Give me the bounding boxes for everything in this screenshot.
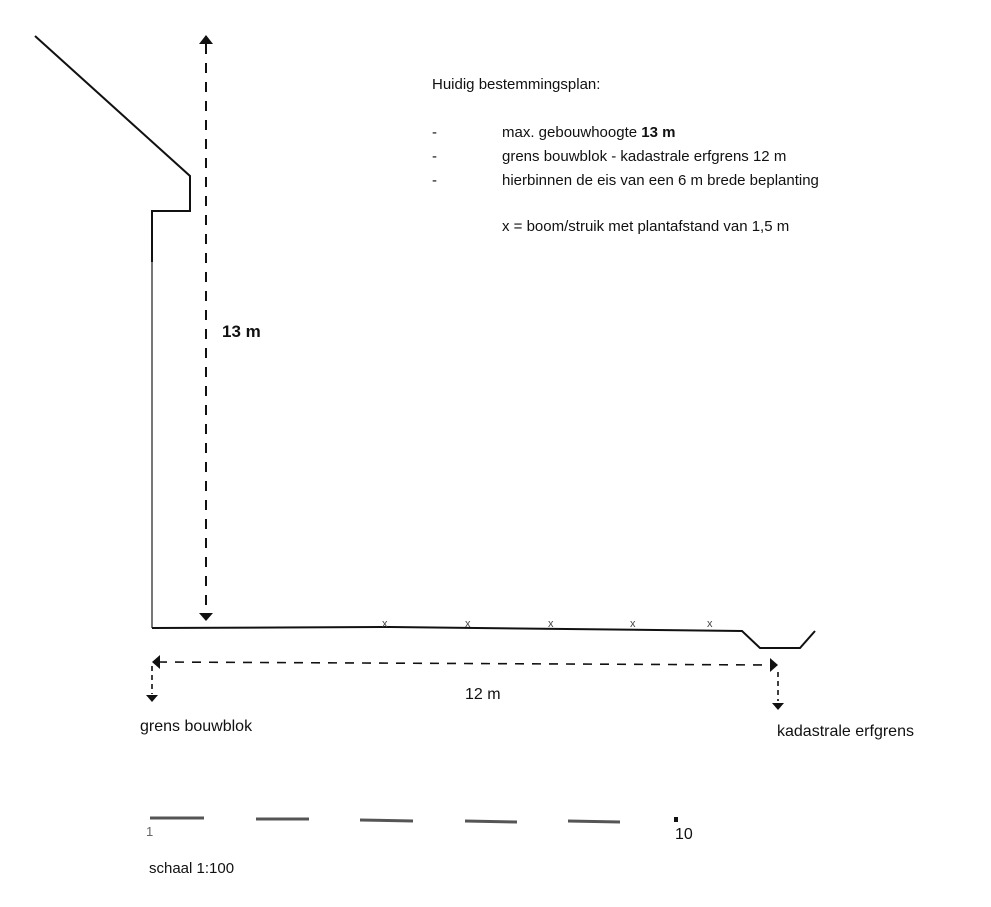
legend-item-label: max. gebouwhoogte	[502, 124, 638, 141]
plant-marker: x	[707, 618, 713, 630]
scale-bar-segment	[465, 821, 517, 822]
scale-start-label: 1	[146, 824, 154, 839]
scale-caption: schaal 1:100	[149, 860, 235, 877]
legend-note: x = boom/struik met plantafstand van 1,5 m	[502, 218, 790, 235]
legend-item-boundary	[432, 148, 952, 170]
width-arrow-left	[152, 655, 160, 669]
width-dimension-line	[158, 662, 772, 665]
height-dimension-label: 13 m	[222, 322, 261, 341]
scale-end-label: 10	[675, 826, 693, 843]
height-arrow-top	[199, 35, 213, 44]
building-roof-line	[35, 36, 190, 262]
scale-bar-end-dot	[674, 817, 678, 822]
scale-bar-segment	[360, 820, 413, 821]
legend-bullet: -	[432, 124, 437, 141]
width-arrow-right	[770, 658, 778, 672]
right-boundary-label: kadastrale erfgrens	[777, 723, 914, 740]
right-boundary-arrow	[772, 703, 784, 710]
plant-marker: x	[548, 618, 554, 630]
plant-marker: x	[465, 618, 471, 630]
plant-marker: x	[382, 618, 388, 630]
legend-item-building-height	[432, 124, 952, 146]
left-boundary-arrow	[146, 695, 158, 702]
legend-bullet: -	[432, 148, 437, 165]
legend-item-value: 13 m	[641, 124, 676, 141]
width-dimension-label: 12 m	[465, 686, 501, 703]
legend-title: Huidig bestemmingsplan:	[432, 76, 601, 93]
legend-item-text	[502, 124, 675, 141]
left-boundary-label: grens bouwblok	[140, 718, 253, 735]
legend-item-planting	[432, 172, 952, 194]
ground-line	[152, 627, 815, 648]
plant-marker: x	[630, 618, 636, 630]
height-arrow-bottom	[199, 613, 213, 621]
legend-item-text: grens bouwblok - kadastrale erfgrens 12 m	[502, 148, 787, 165]
scale-bar-segment	[568, 821, 620, 822]
legend-item-text: hierbinnen de eis van een 6 m brede beplanting	[502, 172, 819, 189]
legend-bullet: -	[432, 172, 437, 189]
scale-bar	[150, 818, 620, 822]
